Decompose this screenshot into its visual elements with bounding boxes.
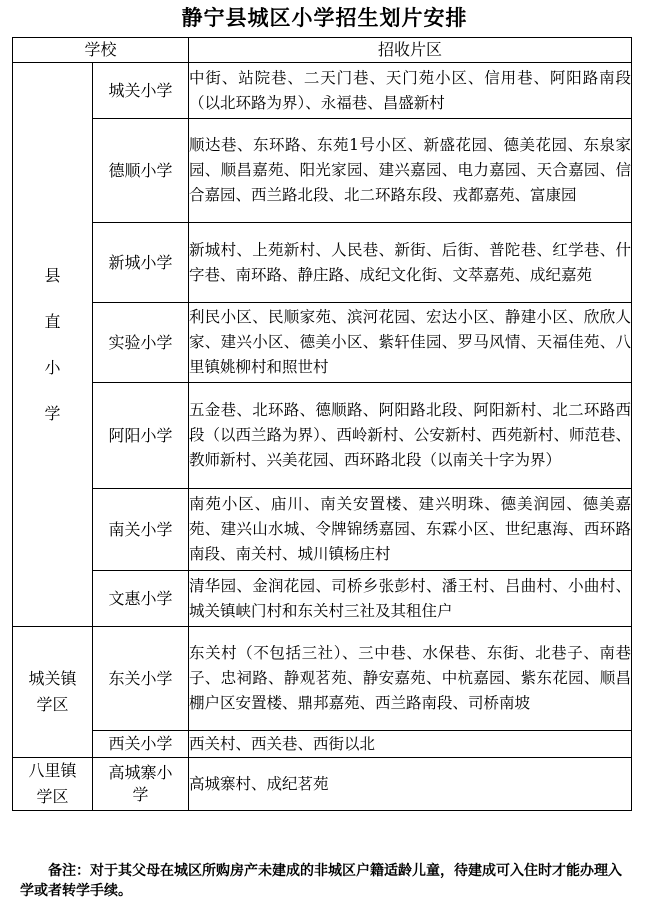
- school-area: 利民小区、民顺家苑、滨河花园、宏达小区、静建小区、欣欣人家、建兴小区、德美小区、紫轩佳园、罗马风情、天福佳苑、八里镇姚柳村和照世村: [189, 303, 632, 383]
- school-name: 阿阳小学: [93, 383, 189, 489]
- category-chengguan: 城关镇学区: [13, 627, 93, 758]
- header-area: 招收片区: [189, 38, 632, 63]
- zoning-table: [12, 37, 632, 811]
- school-name: 新城小学: [93, 223, 189, 303]
- school-area: 清华园、金润花园、司桥乡张彭村、潘王村、吕曲村、小曲村、城关镇峡门村和东关村三社及其租住户: [189, 571, 632, 627]
- table-row: [13, 63, 632, 119]
- table-row: [13, 758, 632, 811]
- school-area: 五金巷、北环路、德顺路、阿阳路北段、阿阳新村、北二环路西段（以西兰路为界）、西岭新村、公安新村、西苑新村、师范巷、教师新村、兴美花园、西环路北段（以南关十字为界）: [189, 383, 632, 489]
- table-row: [13, 731, 632, 758]
- category-char: 学: [44, 403, 61, 423]
- table-row: [13, 627, 632, 731]
- school-area: 东关村（不包括三社）、三中巷、水保巷、东街、北巷子、南巷子、忠祠路、静观茗苑、静安嘉苑、中杭嘉园、紫东花园、顺昌棚户区安置楼、鼎邦嘉苑、西兰路南段、司桥南坡: [189, 627, 632, 731]
- school-area: 顺达巷、东环路、东苑1号小区、新盛花园、德美花园、东泉家园、顺昌嘉苑、阳光家园、建兴嘉园、电力嘉园、天合嘉园、信合嘉园、西兰路北段、北二环路东段、戎都嘉苑、富康园: [189, 119, 632, 223]
- school-name: 南关小学: [93, 489, 189, 571]
- school-area: 高城寨村、成纪茗苑: [189, 758, 632, 811]
- school-name: 德顺小学: [93, 119, 189, 223]
- school-area: 中街、站院巷、二天门巷、天门苑小区、信用巷、阿阳路南段（以北环路为界）、永福巷、昌盛新村: [189, 63, 632, 119]
- table-row: [13, 383, 632, 489]
- page-title: 静宁县城区小学招生划片安排: [181, 5, 468, 30]
- table-header-row: [13, 38, 632, 63]
- school-name: 西关小学: [93, 731, 189, 758]
- school-area: 南苑小区、庙川、南关安置楼、建兴明珠、德美润园、德美嘉苑、建兴山水城、令牌锦绣嘉园、东霖小区、世纪惠海、西环路南段、南关村、城川镇杨庄村: [189, 489, 632, 571]
- school-name: 城关小学: [93, 63, 189, 119]
- school-name: 文惠小学: [93, 571, 189, 627]
- school-area: 西关村、西关巷、西街以北: [189, 731, 632, 758]
- category-county-direct: [13, 63, 93, 627]
- category-char: 县: [44, 265, 61, 285]
- school-name: 东关小学: [93, 627, 189, 731]
- school-name: 实验小学: [93, 303, 189, 383]
- category-char: 小: [44, 357, 61, 377]
- footnote: 备注：对于其父母在城区所购房产未建成的非城区户籍适龄儿童，待建成可入住时才能办理入学或者转学手续。: [20, 863, 622, 899]
- table-row: [13, 303, 632, 383]
- category-char: 直: [44, 311, 61, 331]
- table-row: [13, 489, 632, 571]
- category-bali: 八里镇学区: [13, 758, 93, 811]
- school-area: 新城村、上苑新村、人民巷、新街、后街、普陀巷、红学巷、什字巷、南环路、静庄路、成纪文化街、文萃嘉苑、成纪嘉苑: [189, 223, 632, 303]
- header-school: 学校: [13, 38, 189, 63]
- school-name: 高城寨小学: [93, 758, 189, 811]
- table-row: [13, 571, 632, 627]
- table-row: [13, 223, 632, 303]
- table-row: [13, 119, 632, 223]
